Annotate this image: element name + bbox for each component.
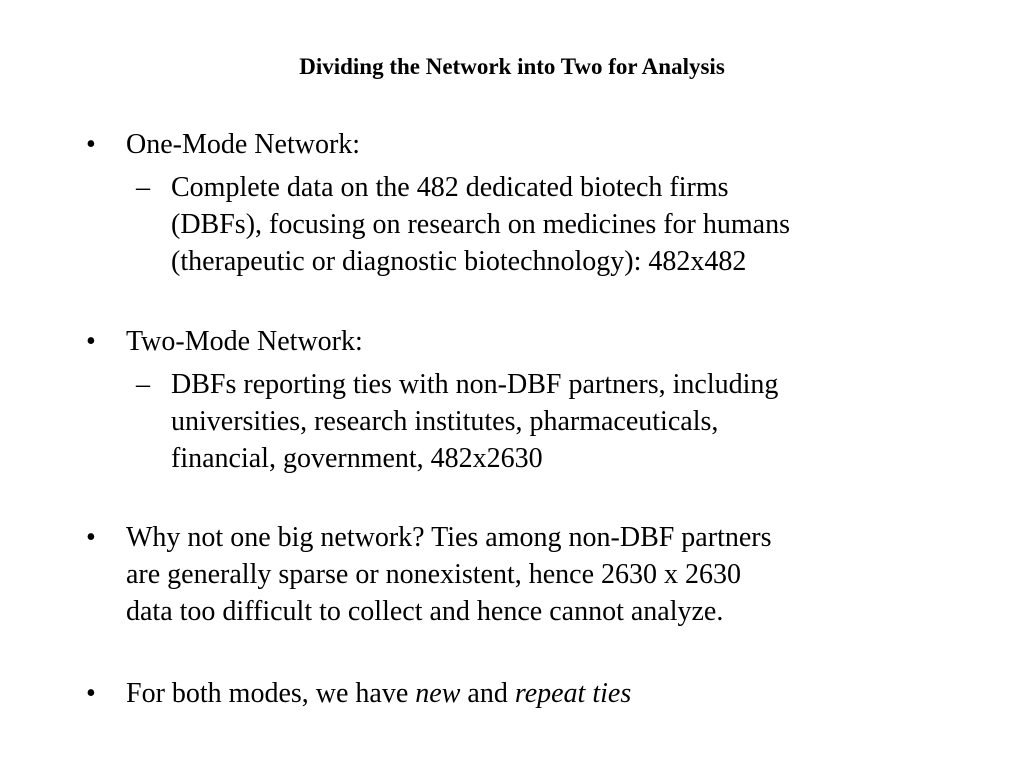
dash-marker: – (136, 369, 150, 400)
bullet-label: Two-Mode Network: (126, 326, 363, 357)
repeat-ties-emphasis: repeat ties (514, 678, 632, 709)
bullet-conjunction-text: and (460, 678, 515, 709)
bullet-marker: • (86, 678, 96, 709)
new-ties-emphasis: new (415, 678, 461, 709)
text-line: are generally sparse or nonexistent, hence 2630 x 2630 (126, 559, 742, 590)
bullet-prefix-text: For both modes, we have (126, 678, 416, 709)
bullet-text (126, 519, 956, 630)
sub-bullet-text (171, 366, 961, 477)
text-line: DBFs reporting ties with non-DBF partners, including (171, 369, 779, 400)
bullet-marker: • (86, 129, 96, 160)
bullet-label: One-Mode Network: (126, 129, 361, 160)
dash-marker: – (136, 172, 150, 203)
sub-bullet-text (171, 169, 961, 280)
bullet-marker: • (86, 522, 96, 553)
text-line: (DBFs), focusing on research on medicines for humans (171, 209, 790, 240)
text-line: (therapeutic or diagnostic biotechnology): 482x482 (171, 246, 747, 277)
bullet-marker: • (86, 326, 96, 357)
text-line: Complete data on the 482 dedicated biotech firms (171, 172, 729, 203)
text-line: universities, research institutes, pharmaceuticals, (171, 406, 719, 437)
text-line: data too difficult to collect and hence cannot analyze. (126, 596, 724, 627)
text-line: Why not one big network? Ties among non-DBF partners (126, 522, 772, 553)
slide-title: Dividing the Network into Two for Analysis (299, 54, 725, 79)
text-line: financial, government, 482x2630 (171, 443, 543, 474)
bullet-text (126, 675, 956, 712)
